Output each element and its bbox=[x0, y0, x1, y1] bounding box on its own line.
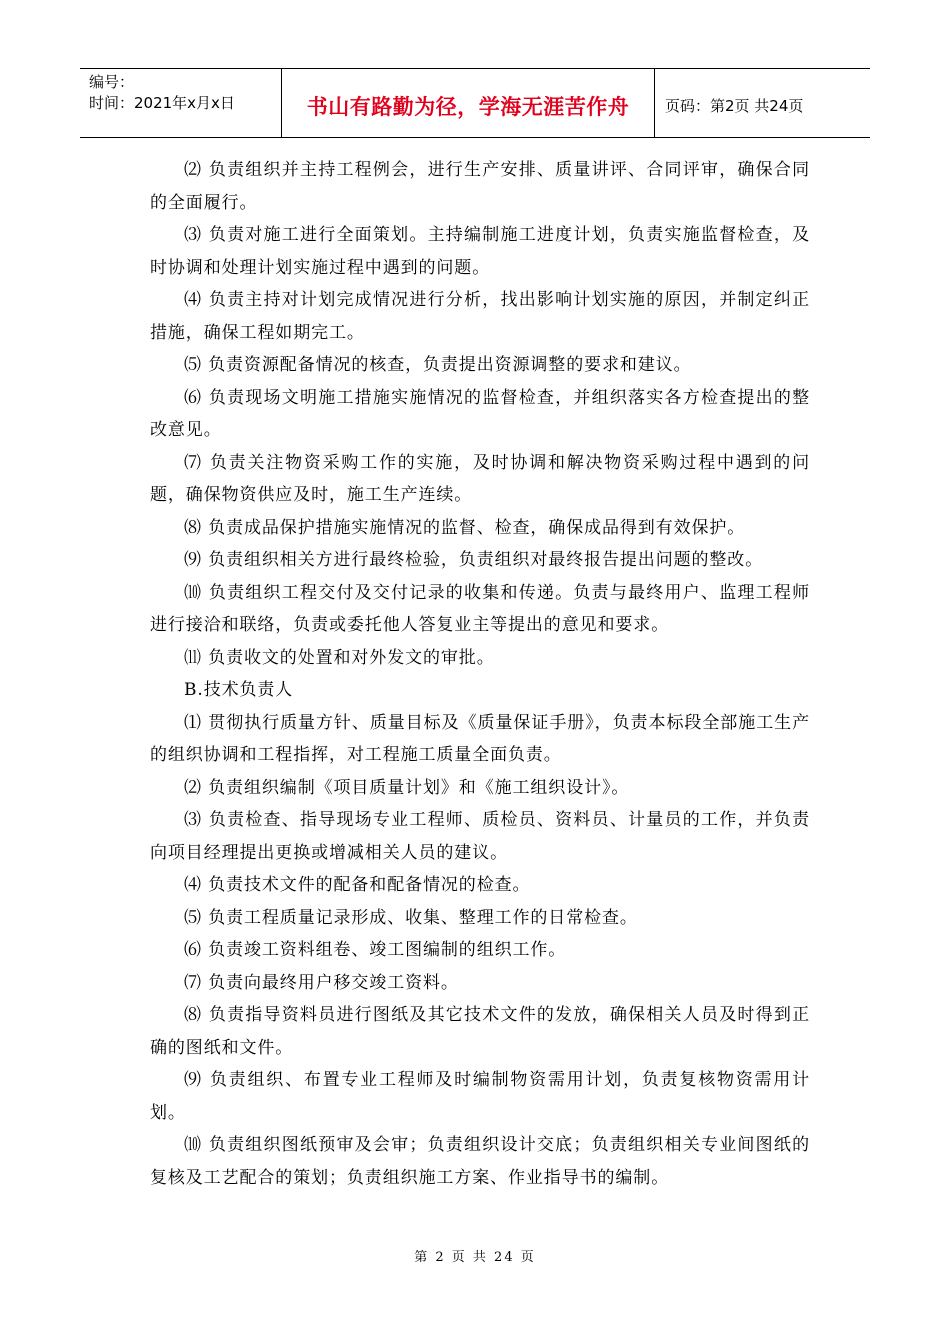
paragraph: ⑽ 负责组织工程交付及交付记录的收集和传递。负责与最终用户、监理工程师进行接洽和联络，负责或委托他人答复业主等提出的意见和要求。 bbox=[150, 582, 810, 635]
document-body bbox=[150, 154, 810, 1194]
paragraph: ⑹ 负责竣工资料组卷、竣工图编制的组织工作。 bbox=[184, 940, 567, 960]
page-footer: 第 2 页 共 24 页 bbox=[414, 1250, 536, 1265]
page-header bbox=[80, 68, 870, 138]
paragraph: ⑷ 负责技术文件的配备和配备情况的检查。 bbox=[184, 875, 531, 895]
header-page-info: 页码：第2页 共24页 bbox=[665, 96, 804, 115]
paragraph: ⑸ 负责工程质量记录形成、收集、整理工作的日常检查。 bbox=[184, 907, 638, 928]
document-number-label: 编号： bbox=[89, 73, 135, 91]
paragraph: ⑶ 负责检查、指导现场专业工程师、质检员、资料员、计量员的工作，并负责向项目经理提出更换或增减相关人员的建议。 bbox=[150, 810, 810, 863]
paragraph: ⑾ 负责收文的处置和对外发文的审批。 bbox=[184, 647, 495, 668]
paragraph: ⑵ 负责组织编制《项目质量计划》和《施工组织设计》。 bbox=[184, 777, 630, 798]
paragraph: ⑼ 负责组织相关方进行最终检验，负责组织对最终报告提出问题的整改。 bbox=[184, 550, 764, 570]
paragraph: ⑺ 负责关注物资采购工作的实施，及时协调和解决物资采购过程中遇到的问题，确保物资供应及时，施工生产连续。 bbox=[150, 452, 810, 505]
paragraph: ⑴ 贯彻执行质量方针、质量目标及《质量保证手册》，负责本标段全部施工生产的组织协调和工程指挥，对工程施工质量全面负责。 bbox=[150, 712, 810, 765]
paragraph: ⑷ 负责主持对计划完成情况进行分析，找出影响计划实施的原因，并制定纠正措施，确保工程如期完工。 bbox=[150, 290, 810, 343]
paragraph: ⑵ 负责组织并主持工程例会，进行生产安排、质量讲评、合同评审，确保合同的全面履行。 bbox=[150, 160, 810, 213]
paragraph: ⑸ 负责资源配备情况的核查，负责提出资源调整的要求和建议。 bbox=[184, 355, 692, 375]
section-heading: B.技术负责人 bbox=[184, 680, 294, 700]
header-meta-cell bbox=[80, 69, 282, 137]
document-date-label: 时间：2021年x月x日 bbox=[89, 94, 235, 112]
paragraph: ⑹ 负责现场文明施工措施实施情况的监督检查，并组织落实各方检查提出的整改意见。 bbox=[150, 387, 810, 440]
paragraph: ⑻ 负责成品保护措施实施情况的监督、检查，确保成品得到有效保护。 bbox=[184, 517, 746, 538]
paragraph: ⑼ 负责组织、布置专业工程师及时编制物资需用计划，负责复核物资需用计划。 bbox=[150, 1070, 810, 1123]
paragraph: ⑻ 负责指导资料员进行图纸及其它技术文件的发放，确保相关人员及时得到正确的图纸和文件。 bbox=[150, 1005, 810, 1058]
paragraph: ⑺ 负责向最终用户移交竣工资料。 bbox=[184, 972, 459, 993]
header-motto: 书山有路勤为径，学海无涯苦作舟 bbox=[282, 69, 655, 137]
paragraph: ⑶ 负责对施工进行全面策划。主持编制施工进度计划，负责实施监督检查，及时协调和处理计划实施过程中遇到的问题。 bbox=[150, 225, 810, 278]
paragraph: ⑽ 负责组织图纸预审及会审；负责组织设计交底；负责组织相关专业间图纸的复核及工艺配合的策划；负责组织施工方案、作业指导书的编制。 bbox=[150, 1135, 810, 1188]
